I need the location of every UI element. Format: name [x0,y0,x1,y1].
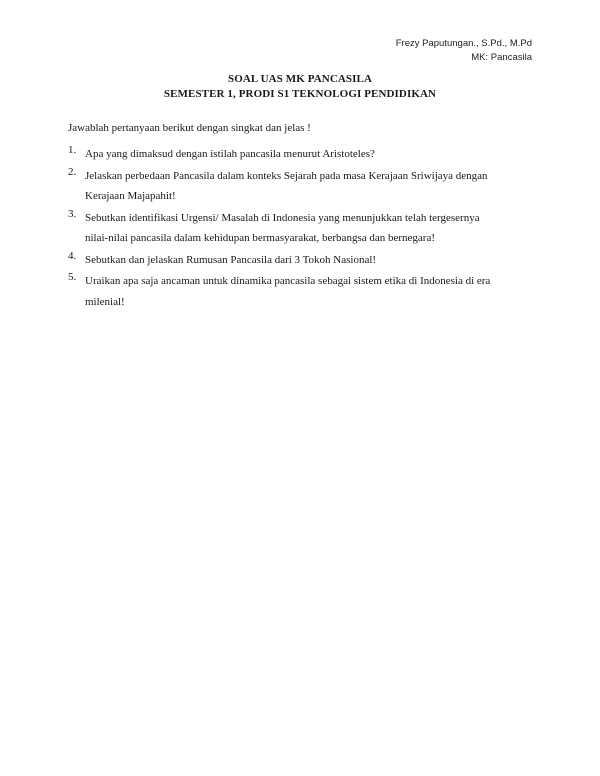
question-number: 4. [68,249,77,262]
question-text-continued: nilai-nilai pancasila dalam kehidupan bermasyarakat, berbangsa dan bernegara! [85,232,436,244]
question-text-continued: Kerajaan Majapahit! [85,190,176,202]
question-item-3 [68,208,538,249]
course-name: MK: Pancasila [471,52,532,63]
question-item-2 [68,166,538,207]
instruction-text: Jawablah pertanyaan berikut dengan singkat dan jelas ! [68,122,311,134]
author-name: Frezy Paputungan., S.Pd., M.Pd [395,38,532,49]
document-title [0,72,600,102]
question-text: Apa yang dimaksud dengan istilah pancasila menurut Aristoteles? [85,148,375,160]
question-number: 5. [68,271,77,283]
title-line-1: SOAL UAS MK PANCASILA [228,73,372,85]
question-item-5 [68,271,538,312]
question-text: Sebutkan identifikasi Urgensi/ Masalah di Indonesia yang menunjukkan telah tergesernya [85,211,480,224]
question-text: Uraikan apa saja ancaman untuk dinamika pancasila sebagai sistem etika di Indonesia di era [85,275,491,287]
question-number: 1. [68,144,77,156]
question-item-4 [68,250,538,271]
question-number: 3. [68,207,77,220]
question-number: 2. [68,165,77,178]
question-item-1 [68,144,538,165]
document-header [396,37,532,65]
title-line-2: SEMESTER 1, PRODI S1 TEKNOLOGI PENDIDIKAN [163,88,437,100]
question-text: Sebutkan dan jelaskan Rumusan Pancasila dari 3 Tokoh Nasional! [85,253,377,266]
question-text: Jelaskan perbedaan Pancasila dalam konteks Sejarah pada masa Kerajaan Sriwijaya dengan [85,169,488,182]
question-text-continued: milenial! [85,295,125,308]
question-list [68,144,538,313]
